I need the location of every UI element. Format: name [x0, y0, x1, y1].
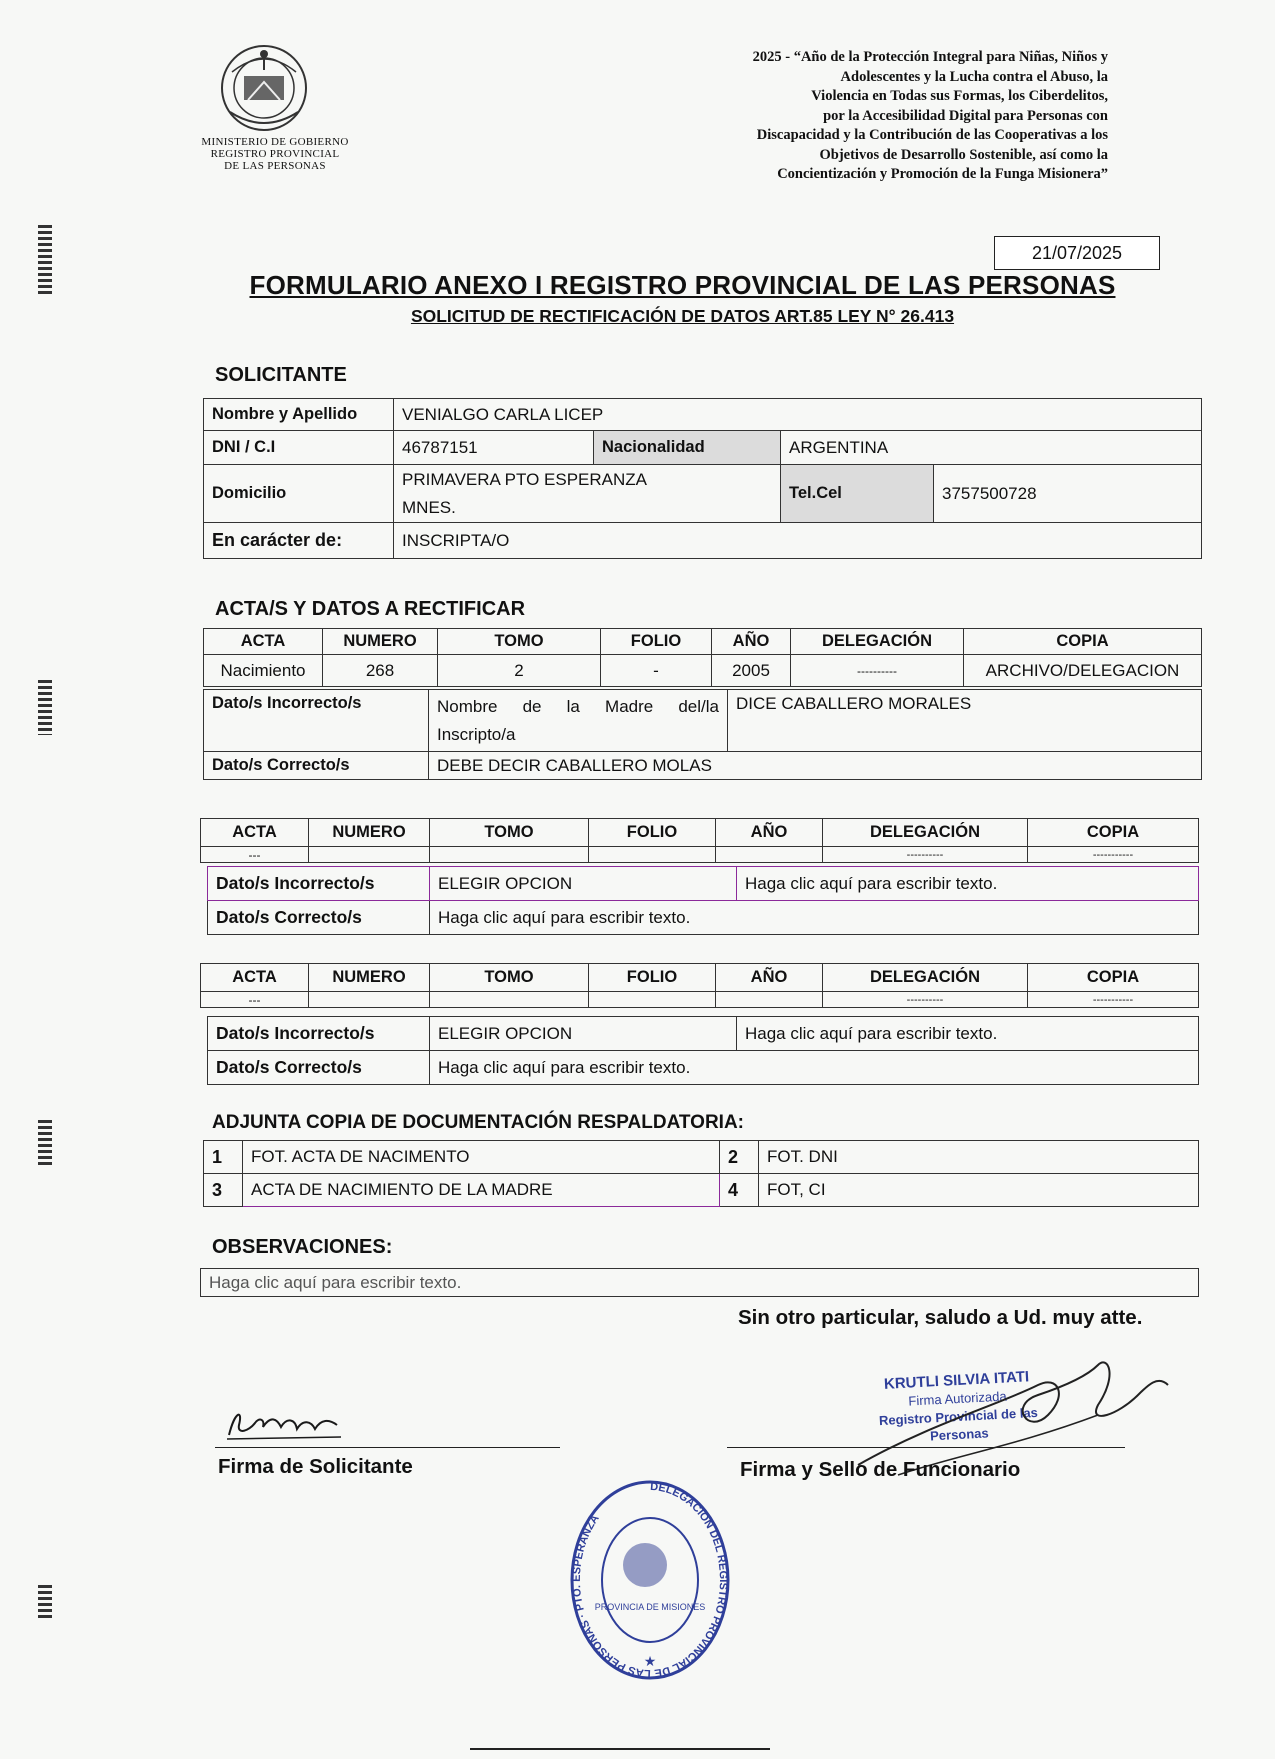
correct-value-field[interactable]: Haga clic aquí para escribir texto. [430, 1051, 1199, 1085]
tomo-field[interactable]: 2 [438, 655, 601, 687]
col-delegacion: DELEGACIÓN [823, 819, 1028, 847]
col-delegacion: DELEGACIÓN [823, 964, 1028, 992]
col-numero: NUMERO [309, 964, 430, 992]
dni-label: DNI / C.I [204, 431, 394, 465]
incorrect-value-field[interactable]: Haga clic aquí para escribir texto. [737, 1017, 1199, 1051]
col-delegacion: DELEGACIÓN [791, 629, 964, 655]
col-acta: ACTA [201, 819, 309, 847]
delegacion-field[interactable]: ---------- [823, 847, 1028, 863]
acta-type-field[interactable]: --- [201, 847, 309, 863]
col-anio: AÑO [716, 819, 823, 847]
acta-1-data-table [203, 689, 1202, 780]
delegation-seal-icon [565, 1470, 735, 1680]
col-copia: COPIA [1028, 964, 1199, 992]
domicilio-label: Domicilio [204, 465, 394, 523]
col-acta: ACTA [204, 629, 323, 655]
caracter-field[interactable]: INSCRIPTA/O [394, 523, 1202, 559]
adjunta-num: 4 [720, 1174, 759, 1207]
incorrect-label: Dato/s Incorrecto/s [208, 867, 430, 901]
ministry-line: REGISTRO PROVINCIAL [210, 148, 340, 160]
correct-value-field[interactable]: DEBE DECIR CABALLERO MOLAS [429, 752, 1202, 780]
incorrect-value-field[interactable]: Haga clic aquí para escribir texto. [737, 867, 1199, 901]
adjunta-table [203, 1140, 1199, 1207]
domicilio-line: PRIMAVERA PTO ESPERANZA [402, 469, 647, 489]
motto-line: Discapacidad y la Contribución de las Cooperativas a los [756, 127, 1108, 143]
acta-1-table [203, 628, 1202, 687]
acta-2-table [200, 818, 1199, 863]
col-acta: ACTA [201, 964, 309, 992]
motto-line: Concientización y Promoción de la Funga Misionera” [777, 166, 1108, 182]
col-anio: AÑO [712, 629, 791, 655]
observaciones-field[interactable]: Haga clic aquí para escribir texto. [201, 1269, 1199, 1297]
correct-label: Dato/s Correcto/s [204, 752, 429, 780]
col-folio: FOLIO [589, 819, 716, 847]
form-subtitle: SOLICITUD DE RECTIFICACIÓN DE DATOS ART.85 LEY N° 26.413 [410, 306, 955, 326]
delegacion-field[interactable]: ---------- [823, 992, 1028, 1008]
col-tomo: TOMO [430, 819, 589, 847]
folio-field[interactable]: - [601, 655, 712, 687]
domicilio-field[interactable] [394, 465, 781, 523]
adjunta-item-field[interactable]: ACTA DE NACIMIENTO DE LA MADRE [243, 1174, 720, 1207]
dni-field[interactable]: 46787151 [394, 431, 594, 465]
incorrect-label: Dato/s Incorrecto/s [208, 1017, 430, 1051]
nacionalidad-label: Nacionalidad [594, 431, 781, 465]
delegacion-field[interactable]: ---------- [791, 655, 964, 687]
tomo-field[interactable] [430, 847, 589, 863]
bottom-edge [470, 1748, 770, 1759]
province-seal-icon [218, 42, 310, 134]
adjunta-num: 2 [720, 1141, 759, 1174]
nombre-field[interactable]: VENIALGO CARLA LICEP [394, 399, 1202, 431]
seal-emblem-text: PROVINCIA DE MISIONES [594, 1602, 706, 1612]
solicitante-heading: SOLICITANTE [215, 364, 347, 386]
tomo-field[interactable] [430, 992, 589, 1008]
adjunta-num: 1 [204, 1141, 243, 1174]
numero-field[interactable]: 268 [323, 655, 438, 687]
copia-field[interactable]: ----------- [1028, 992, 1199, 1008]
acta-type-field[interactable]: Nacimiento [204, 655, 323, 687]
observaciones-heading: OBSERVACIONES: [212, 1236, 393, 1258]
telcel-label: Tel.Cel [781, 465, 934, 523]
adjunta-item-field[interactable]: FOT. ACTA DE NACIMENTO [243, 1141, 720, 1174]
incorrect-value-field[interactable]: DICE CABALLERO MORALES [728, 690, 1202, 752]
observaciones-table [200, 1268, 1199, 1297]
col-tomo: TOMO [438, 629, 601, 655]
col-anio: AÑO [716, 964, 823, 992]
stamp-line: Firma Autorizada [908, 1388, 1007, 1409]
stamp-line: KRUTLI SILVIA ITATI [883, 1368, 1030, 1393]
col-tomo: TOMO [430, 964, 589, 992]
acta-2-data-table [207, 866, 1199, 935]
caracter-label: En carácter de: [204, 523, 394, 559]
motto-line: por la Accesibilidad Digital para Personas con [823, 107, 1108, 124]
adjunta-num: 3 [204, 1174, 243, 1207]
scan-mark [38, 680, 52, 735]
folio-field[interactable] [589, 847, 716, 863]
motto-heading [560, 48, 1108, 185]
adjunta-item-field[interactable]: FOT. DNI [759, 1141, 1199, 1174]
telcel-field[interactable]: 3757500728 [934, 465, 1202, 523]
scan-mark [38, 1585, 52, 1620]
adjunta-item-field[interactable]: FOT, CI [759, 1174, 1199, 1207]
col-folio: FOLIO [589, 964, 716, 992]
incorrect-label: Dato/s Incorrecto/s [204, 690, 429, 752]
folio-field[interactable] [589, 992, 716, 1008]
col-copia: COPIA [964, 629, 1202, 655]
adjunta-heading: ADJUNTA COPIA DE DOCUMENTACIÓN RESPALDATORIA: [212, 1112, 744, 1133]
funcionario-signature-line [727, 1447, 1125, 1448]
closing-text: Sin otro particular, saludo a Ud. muy atte. [738, 1306, 1143, 1329]
domicilio-line: MNES. [402, 497, 456, 517]
svg-text:★: ★ [643, 1653, 657, 1669]
acta-3-data-table [207, 1016, 1199, 1085]
date-field[interactable]: 21/07/2025 [994, 236, 1160, 270]
numero-field[interactable] [309, 992, 430, 1008]
incorrect-option-select[interactable]: ELEGIR OPCION [430, 867, 737, 901]
ministry-line: DE LAS PERSONAS [224, 160, 326, 172]
solicitante-signature-line [215, 1447, 560, 1448]
anio-field[interactable] [716, 992, 823, 1008]
col-copia: COPIA [1028, 819, 1199, 847]
acta-type-field[interactable]: --- [201, 992, 309, 1008]
scan-mark [38, 225, 52, 295]
anio-field[interactable]: 2005 [712, 655, 791, 687]
stamp-line: Registro Provincial de las Personas [878, 1404, 1039, 1444]
correct-value-field[interactable]: Haga clic aquí para escribir texto. [430, 901, 1199, 935]
correct-label: Dato/s Correcto/s [208, 901, 430, 935]
nacionalidad-field[interactable]: ARGENTINA [781, 431, 1202, 465]
solicitante-table [203, 398, 1202, 559]
motto-line: Adolescentes y la Lucha contra el Abuso, la [840, 68, 1108, 85]
actas-heading: ACTA/S Y DATOS A RECTIFICAR [215, 598, 526, 620]
firma-funcionario-label: Firma y Sello de Funcionario [740, 1458, 1021, 1481]
copia-field[interactable]: ARCHIVO/DELEGACION [964, 655, 1202, 687]
motto-line: Objetivos de Desarrollo Sostenible, así como la [819, 146, 1108, 163]
copia-field[interactable]: ----------- [1028, 847, 1199, 863]
motto-line: Violencia en Todas sus Formas, los Ciberdelitos, [811, 88, 1108, 104]
incorrect-field-line: Nombre de la Madre del/la [437, 696, 719, 716]
form-title: FORMULARIO ANEXO I REGISTRO PROVINCIAL DE LAS PERSONAS [249, 270, 1116, 300]
ministry-heading [185, 136, 365, 172]
incorrect-field-select[interactable] [429, 690, 728, 752]
numero-field[interactable] [309, 847, 430, 863]
incorrect-field-line: Inscripto/a [437, 724, 516, 744]
col-folio: FOLIO [601, 629, 712, 655]
acta-3-table [200, 963, 1199, 1008]
solicitante-signature-icon [225, 1405, 343, 1443]
col-numero: NUMERO [323, 629, 438, 655]
anio-field[interactable] [716, 847, 823, 863]
firma-solicitante-label: Firma de Solicitante [218, 1455, 413, 1478]
correct-label: Dato/s Correcto/s [208, 1051, 430, 1085]
incorrect-option-select[interactable]: ELEGIR OPCION [430, 1017, 737, 1051]
scan-mark [38, 1120, 52, 1165]
col-numero: NUMERO [309, 819, 430, 847]
nombre-label: Nombre y Apellido [204, 399, 394, 431]
ministry-line: MINISTERIO DE GOBIERNO [201, 136, 349, 148]
motto-line: 2025 - “Año de la Protección Integral para Niñas, Niños y [752, 49, 1108, 65]
seal-ring-text: DELEGACION DEL REGISTRO PROVINCIAL DE LAS PERSONAS · PTO. ESPERANZA [570, 1480, 730, 1680]
